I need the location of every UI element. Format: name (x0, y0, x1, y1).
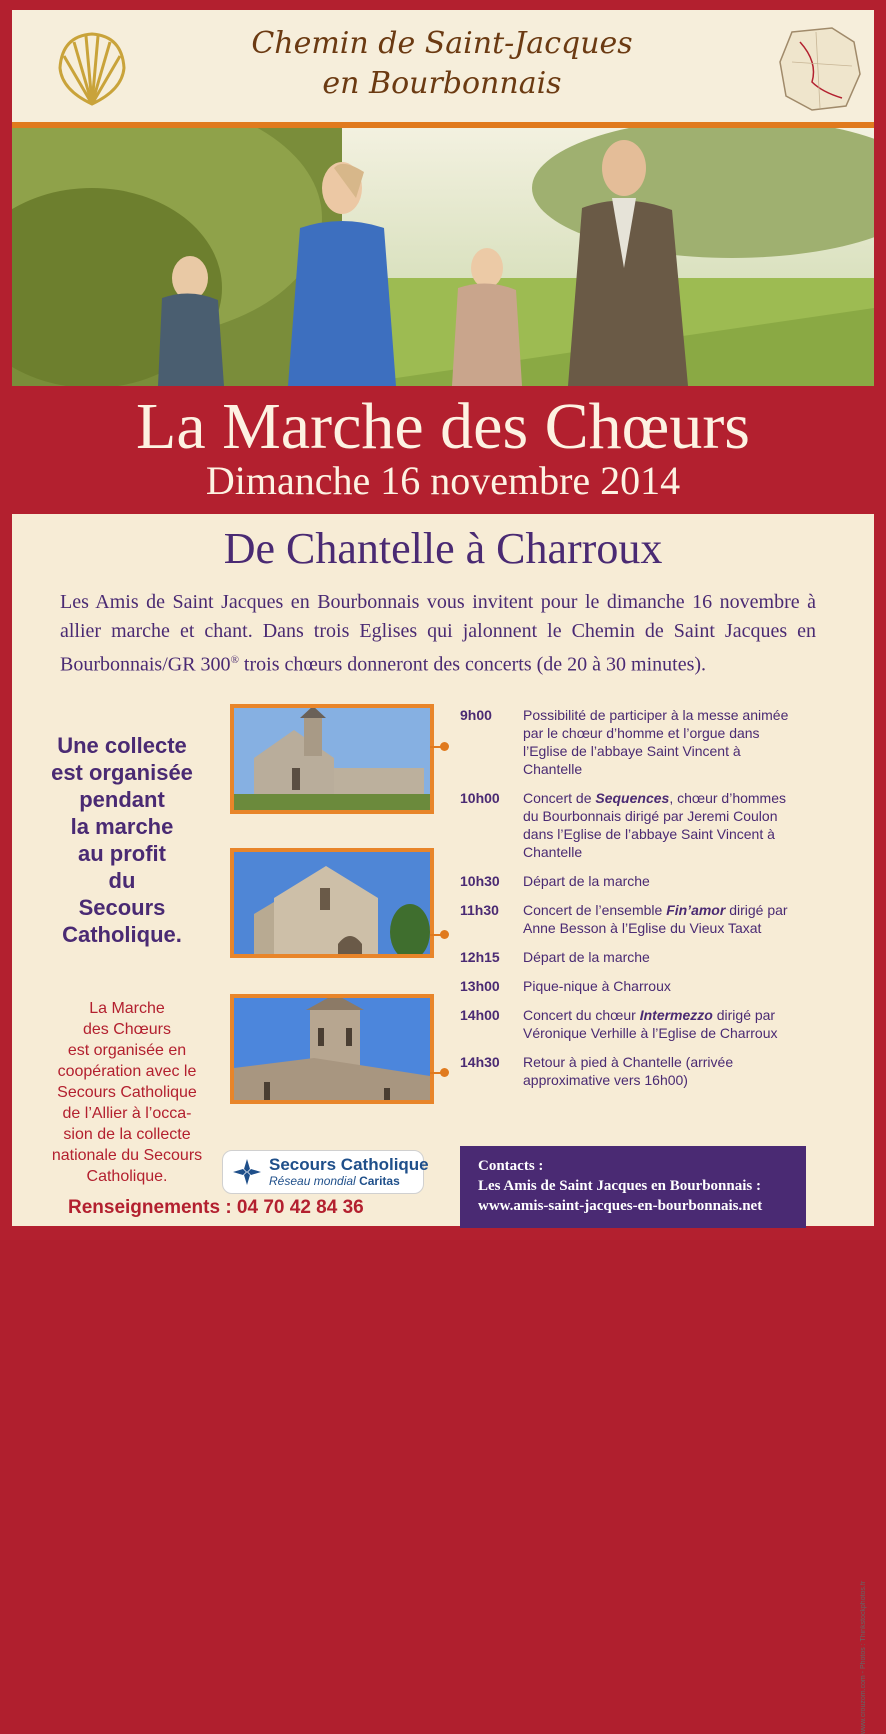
contacts-box (460, 1146, 806, 1228)
schedule-desc (523, 789, 790, 861)
collect-line: du (108, 868, 136, 893)
schedule-time: 11h30 (460, 902, 499, 918)
org-line: est organisée en (67, 1042, 187, 1059)
event-title: La Marche des Chœurs (136, 390, 750, 463)
collect-line: la marche (70, 814, 174, 839)
logo-name: Secours Catholique (269, 1155, 429, 1174)
schedule (460, 706, 790, 1100)
intro-paragraph (60, 588, 816, 680)
schedule-row (460, 1006, 790, 1042)
intro-text-end: trois chœurs donneront des concerts (de 20 à 30 minutes). (238, 653, 707, 676)
header-title (162, 24, 722, 104)
contacts-label: Contacts : (478, 1158, 544, 1174)
desc-pre: Concert de (523, 790, 596, 806)
photo-credit: www.crouzom.com - Photos : Thinkstockphotos.fr (860, 1580, 867, 1734)
logo-tag-brand: Caritas (359, 1174, 400, 1188)
secours-catholique-logo (222, 1150, 429, 1194)
schedule-row (460, 1053, 790, 1089)
schedule-desc: Possibilité de participer à la messe animée par le chœur d’homme et l’orgue dans l’Eglise de l’abbaye Saint Vincent à Chantelle (523, 707, 789, 777)
choir-name: Fin’amor (666, 902, 726, 918)
contacts-org: Les Amis de Saint Jacques en Bourbonnais : (478, 1178, 761, 1194)
schedule-time: 12h15 (460, 949, 500, 965)
schedule-time: 9h00 (460, 707, 492, 723)
schedule-row (460, 789, 790, 861)
schedule-time: 14h00 (460, 1007, 500, 1023)
church-photo-chantelle (230, 704, 434, 814)
desc-post: dirigé par Anne Besson à l’Eglise du Vieux Taxat (523, 902, 788, 936)
choir-name: Sequences (595, 790, 670, 806)
schedule-time: 14h30 (460, 1054, 500, 1070)
family-walking-photo (12, 128, 874, 386)
desc-post: dirigé par Véronique Verhille à l’Eglise de Charroux (523, 1007, 778, 1041)
schedule-desc: Pique-nique à Charroux (523, 978, 671, 994)
collect-notice (22, 732, 222, 948)
header-line-2: en Bourbonnais (322, 66, 562, 101)
schedule-desc: Départ de la marche (523, 949, 650, 965)
collect-line: au profit (78, 841, 166, 866)
caritas-cross-icon (231, 1157, 263, 1187)
schedule-row (460, 706, 790, 778)
header (12, 10, 874, 122)
schedule-time: 13h00 (460, 978, 500, 994)
scallop-shell-icon (52, 28, 130, 110)
schedule-row (460, 872, 790, 890)
desc-pre: Concert de l’ensemble (523, 902, 667, 918)
timeline-dot (440, 930, 449, 939)
collect-line: pendant (79, 787, 165, 812)
org-line: Catholique. (86, 1168, 168, 1185)
schedule-desc (523, 901, 790, 937)
event-date: Dimanche 16 novembre 2014 (205, 458, 681, 503)
registered-mark: ® (230, 654, 239, 666)
desc-post: , chœur d’hommes du Bourbonnais dirigé par Jeremi Coulon dans l’Eglise de l’abbaye Saint Vincent à Chantelle (523, 790, 787, 860)
org-line: coopération avec le (57, 1063, 197, 1080)
schedule-time: 10h30 (460, 873, 500, 889)
schedule-row (460, 901, 790, 937)
schedule-desc: Retour à pied à Chantelle (arrivée approximative vers 16h00) (523, 1054, 734, 1088)
timeline-dot (440, 1068, 449, 1077)
org-line: sion de la collecte (63, 1126, 191, 1143)
choir-name: Intermezzo (639, 1007, 713, 1023)
bourbonnais-map-icon (772, 22, 867, 117)
schedule-time: 10h00 (460, 790, 500, 806)
collect-line: Secours (78, 895, 166, 920)
schedule-desc: Départ de la marche (523, 873, 650, 889)
org-line: de l’Allier à l’occa- (62, 1105, 192, 1122)
church-photo-vieux-taxat (230, 848, 434, 958)
org-line: La Marche (89, 1000, 165, 1017)
contacts-website-link[interactable]: www.amis-saint-jacques-en-bourbonnais.net (478, 1198, 763, 1214)
org-line: des Chœurs (82, 1021, 172, 1038)
organisation-notice (22, 998, 232, 1187)
schedule-row (460, 977, 790, 995)
intro-text: Les Amis de Saint Jacques en Bourbonnais vous invitent pour le dimanche 16 novembre à allier marche et chant. Dans trois Eglises qui jalonnent le Chemin de Saint Jacques en Bourbonnais/GR 300 (60, 591, 816, 676)
org-line: Secours Catholique (57, 1084, 197, 1101)
content-panel (12, 514, 874, 1734)
route-title: De Chantelle à Charroux (223, 524, 663, 573)
collect-line: Catholique. (62, 922, 182, 947)
collect-line: est organisée (51, 760, 193, 785)
collect-line: Une collecte (57, 733, 187, 758)
schedule-row (460, 948, 790, 966)
timeline-dot (440, 742, 449, 751)
church-photo-charroux (230, 994, 434, 1104)
info-phone: Renseignements : 04 70 42 84 36 (68, 1197, 364, 1218)
logo-tagline (269, 1174, 400, 1188)
header-line-1: Chemin de Saint-Jacques (251, 26, 633, 61)
schedule-desc (523, 1006, 790, 1042)
org-line: nationale du Secours (51, 1147, 203, 1164)
desc-pre: Concert du chœur (523, 1007, 640, 1023)
logo-tag-prefix: Réseau mondial (269, 1174, 360, 1188)
